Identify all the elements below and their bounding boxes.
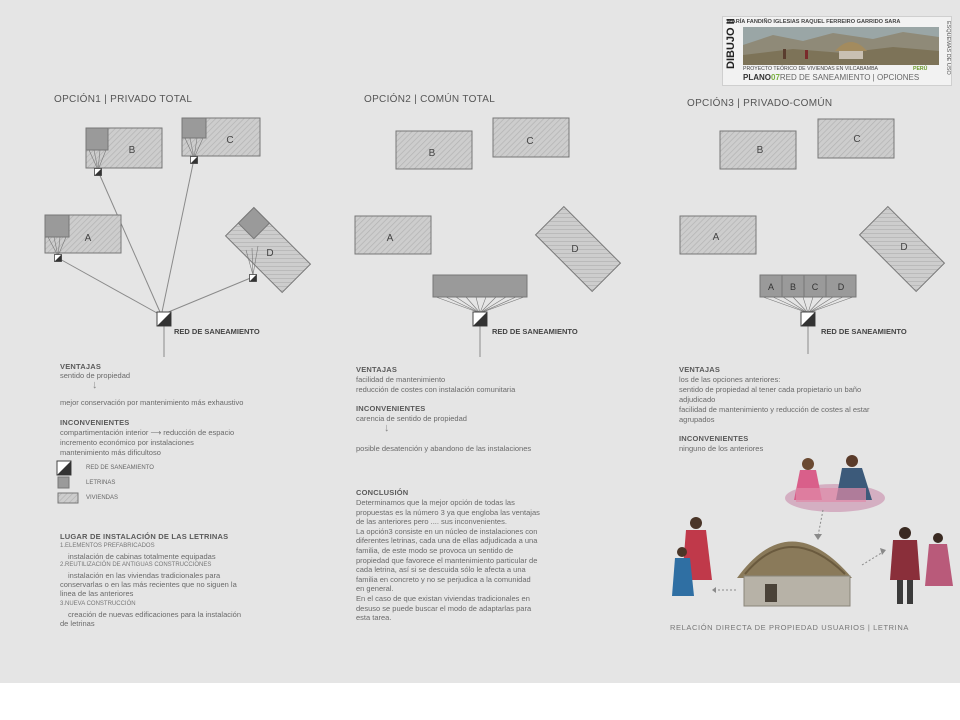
opt3-ventajas-4: facilidad de mantenimiento y reducción de costes al estar [679,405,870,414]
option3-diagram [680,119,944,354]
cluster-a-label: A [767,282,775,292]
legend-viviendas-label: VIVIENDAS [86,495,119,501]
authors-text: MARÍA FANDIÑO IGLESIAS RAQUEL FERREIRO GARRIDO SARA [727,19,901,25]
opt2-ventajas-title: VENTAJAS [356,365,398,374]
vertical-label: ESQUEMAS DE USO [945,21,951,75]
legend-letrinas-label: LETRINAS [86,480,116,486]
people-group-photo [785,455,885,512]
house-a-label-opt2: A [386,233,394,244]
house-d-label-opt2: D [571,244,579,255]
course-title: DIBUJO II [725,18,737,69]
photo-collage [672,455,953,606]
option2-diagram [355,118,620,357]
opt3-inconv-title: INCONVENIENTES [679,434,749,443]
conclusion-line: diferentes letrinas, cada una de ellas adjudicada a una [356,536,538,546]
project-text: PROYECTO TEÓRICO DE VIVIENDAS EN VILCABAMBA [743,66,879,72]
conclusion-line: Determinamos que la mejor opción de todas las [356,498,515,507]
lugar-s2-text-1: instalación en las viviendas tradicionales para [68,571,221,580]
opt1-inconv-1: compartimentación interior ⟶ reducción de espacio [60,428,235,437]
latrine-c-opt1 [182,118,206,138]
opt2-inconv-2: posible desatención y abandono de las instalaciones [356,444,532,453]
lugar-s2-text-2: conservarlas o en las más recientes que no siguen la [60,580,237,589]
lugar-s3-text-1: creación de nuevas edificaciones para la instalación [68,610,242,619]
house-a-label-opt3: A [712,232,720,243]
legend-red-label: RED DE SANEAMIENTO [86,465,154,471]
conclusion-line: familia en concreto y no se perjudica a la comunidad [356,574,531,584]
conclusion-title: CONCLUSIÓN [356,488,409,497]
cluster-c-label: C [811,282,819,292]
opt1-down-arrow: ↓ [92,379,98,391]
option1-title: OPCIÓN1 | PRIVADO TOTAL [54,94,193,105]
house-c-label-opt2: C [526,136,534,147]
conclusion-line: propiedad que favorece el mantenimiento particular de [356,555,538,565]
opt3-ventajas-5: agrupados [679,415,715,424]
conclusion-line: En el caso de que existan viviendas tradicionales en [356,593,530,603]
conclusion-line: cada letrina, así si se descuida sólo le afecta a una [356,565,526,575]
conclusion-line: familia, de este modo se provoca un sentido de [356,545,514,555]
house-b-label-opt1: B [128,145,136,156]
conclusion-line: esta tarea. [356,613,392,623]
house-b-label-opt3: B [756,145,764,156]
cluster-b-label: B [789,282,797,292]
woman-child-photo [672,517,712,596]
latrine-cluster-opt3 [760,275,856,297]
cluster-d-label: D [837,282,845,292]
couple-photo [890,527,953,604]
conclusion-line: de las anteriores pero .... sus inconvenientes. [356,517,507,527]
opt3-ventajas-title: VENTAJAS [679,365,721,374]
lugar-title: LUGAR DE INSTALACIÓN DE LAS LETRINAS [60,532,229,541]
conclusion-line: propuestas es la número 3 ya que engloba las ventajas [356,507,540,517]
photo-caption: RELACIÓN DIRECTA DE PROPIEDAD USUARIOS | LETRINA [670,623,909,632]
network-node-opt1 [157,312,171,326]
lugar-s1-title: 1.ELEMENTOS PREFABRICADOS [60,543,155,549]
lugar-s2-title: 2.REUTILIZACIÓN DE ANTIGUAS CONSTRUCCIONES [60,562,212,568]
plano-title: RED DE SANEAMIENTO | OPCIONES [779,73,920,82]
latrine-a-opt1 [45,215,69,237]
house-d-label-opt1: D [266,248,274,259]
opt1-inconv-3: mantenimiento más dificultoso [60,448,161,457]
opt2-inconv-1: carencia de sentido de propiedad [356,414,467,423]
house-d-label-opt3: D [900,242,908,253]
house-c-label-opt1: C [226,135,234,146]
lugar-s3-title: 3.NUEVA CONSTRUCCIÓN [60,601,136,607]
house-a-label-opt1: A [84,233,92,244]
network-node-opt2 [473,312,487,326]
opt1-ventajas-title: VENTAJAS [60,362,102,371]
opt3-ventajas-3: adjudicado [679,395,716,404]
opt1-ventajas-1: sentido de propiedad [60,371,131,380]
opt2-inconv-title: INCONVENIENTES [356,404,426,413]
opt2-down-arrow: ↓ [384,422,390,434]
option3-title: OPCIÓN3 | PRIVADO-COMÚN [687,98,833,109]
opt3-inconv-1: ninguno de los anteriores [679,444,764,453]
opt2-ventajas-1: facilidad de mantenimiento [356,375,446,384]
network-node-opt3 [801,312,815,326]
opt2-ventajas-2: reducción de costes con instalación comunitaria [356,385,516,394]
opt1-inconv-title: INCONVENIENTES [60,418,130,427]
conclusion-line: desuso se puede buscar el modo de adaptarlas para [356,603,532,613]
plano-number: 07 [771,73,780,82]
lugar-s2-text-3: linea de las anteriores [60,589,134,598]
lugar-s1-text: instalación de cabinas totalmente equipadas [68,552,216,561]
lugar-s3-text-2: de letrinas [60,619,95,628]
opt3-ventajas-2: sentido de propiedad al tener cada propietario un baño [679,385,862,394]
communal-latrine-opt2 [433,275,527,297]
traditional-house-photo [737,542,852,607]
country-text: PERÚ [913,66,928,72]
network-label-opt2: RED DE SANEAMIENTO [492,327,578,336]
network-label-opt1: RED DE SANEAMIENTO [174,327,260,336]
conclusion-line: en general. [356,584,394,594]
opt3-ventajas-1: los de las opciones anteriores: [679,375,781,384]
plano-prefix: PLANO [743,73,771,82]
option1-diagram [45,118,310,357]
legend-icons [57,461,78,503]
option2-title: OPCIÓN2 | COMÚN TOTAL [364,94,496,105]
latrine-b-opt1 [86,128,108,150]
network-label-opt3: RED DE SANEAMIENTO [821,327,907,336]
conclusion-line: La opción3 consiste en un núcleo de instalaciones con [356,526,538,536]
opt1-inconv-2: incremento económico por instalaciones [60,438,194,447]
opt1-ventajas-2: mejor conservación por mantenimiento más exhaustivo [60,398,244,407]
house-b-label-opt2: B [428,148,436,159]
conclusion-text [356,498,588,623]
house-c-label-opt3: C [853,134,861,145]
